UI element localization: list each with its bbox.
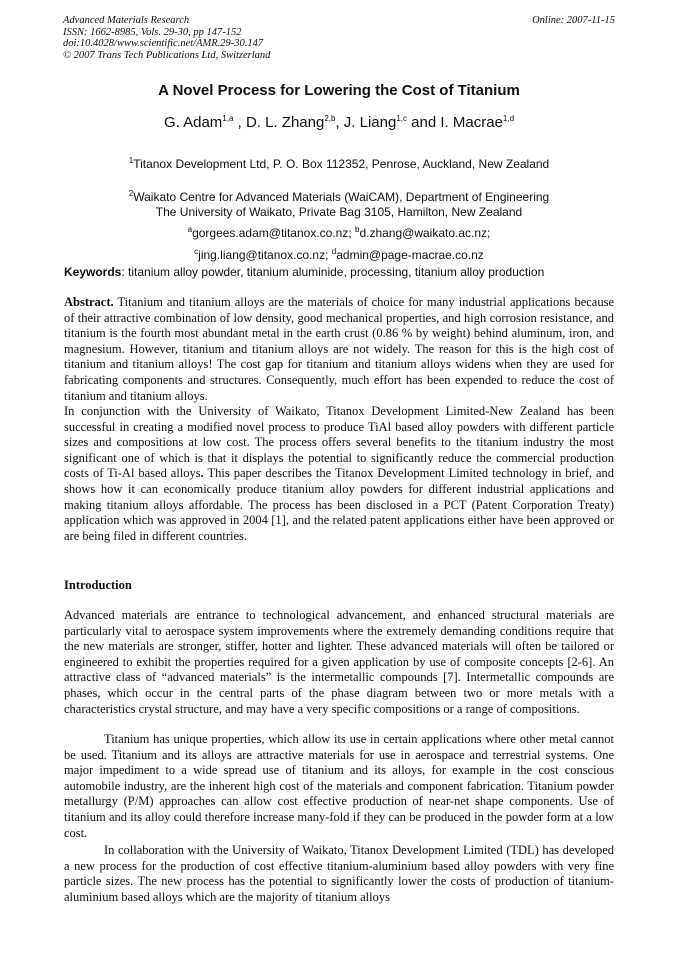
email-address[interactable]: admin@page-macrae.co.nz <box>336 248 484 262</box>
email-address[interactable]: gorgees.adam@titanox.co.nz; <box>192 226 355 240</box>
affiliation-text: The University of Waikato, Private Bag 3105, Hamilton, New Zealand <box>155 205 523 219</box>
intro-paragraph-3: In collaboration with the University of Waikato, Titanox Development Limited (TDL) has developed a new process for the production of cost effective titanium-aluminium based alloy powders with very fine particle sizes. The new process has the potential to significantly lower the costs of production of titanium-aluminium based alloys which are the majority of titanium alloys <box>64 843 614 904</box>
abstract-paragraph-2 <box>64 404 614 544</box>
author-name: D. L. Zhang <box>245 114 325 131</box>
paper-title: A Novel Process for Lowering the Cost of Titanium <box>158 82 520 99</box>
affiliation-text: Waikato Centre for Advanced Materials (WaiCAM), Department of Engineering <box>133 190 550 204</box>
author-affiliation-marker: 2,b <box>324 114 336 123</box>
email-line-1 <box>0 222 678 241</box>
email-marker: b <box>355 225 360 234</box>
journal-header <box>63 15 615 61</box>
author-affiliation-marker: 1,d <box>502 114 515 123</box>
affiliation-1 <box>0 153 678 172</box>
email-marker: d <box>331 247 337 256</box>
affiliation-text: Titanox Development Ltd, P. O. Box 112352, Penrose, Auckland, New Zealand <box>133 157 550 171</box>
author-list <box>0 114 678 131</box>
abstract-label: Abstract. <box>64 295 114 309</box>
intro-paragraph-1: Advanced materials are entrance to technological advancement, and enhanced structural materials are particularly vital to aerospace system improvements where the extremely demanding conditions require that the new materials are stronger, stiffer, hotter and lighter. These advanced materials will often be tailored or engineered to exhibit the properties required for a given application by use of composite concepts [2-6]. An attractive class of “advanced materials” is the intermetallic compounds [7]. Intermetallic compounds are phases, which occur in the central parts of the phase diagram between two or more metals with a characteristics crystal structure, and may have a very specific compositions or a range of compositions. <box>64 608 614 716</box>
author-separator: , <box>233 114 246 131</box>
doi-line: doi:10.4028/www.scientific.net/AMR.29-30.147 <box>63 38 264 50</box>
author-name: G. Adam <box>163 114 223 131</box>
email-marker: c <box>194 247 199 256</box>
abstract-text: . <box>200 466 204 481</box>
author-separator: , <box>335 114 344 131</box>
abstract-text: In conjunction with the University of Waikato, Titanox Development Limited-New Zealand has been successful in creating a modified novel process to produce TiAl based alloy powders with different particle sizes and compositions at low cost. The process offers several benefits to the titanium industry the most significant one of which is that it displays the potential to significantly reduce the commercial production costs of Ti-Al based alloys <box>64 404 614 481</box>
intro-paragraph-2: Titanium has unique properties, which allow its use in certain applications where other metal cannot be used. Titanium and its alloys are attractive materials for use in aerospace and terrestrial systems. One major impediment to a wide spread use of titanium and its alloys, for example in the cost conscious automobile industry, are the inherent high cost of the materials and component fabrication. Titanium powder metallurgy (P/M) approaches can allow cost effective production of near-net shape components. Use of titanium and its alloy could therefore increase many-fold if they can be produced in the powder form at a low cost. <box>64 732 614 840</box>
abstract-text: This paper describes the Titanox Development Limited technology in brief, and shows how it can economically produce titanium alloy powders for different industrial applications and making titanium alloys affordable. The process has been disclosed in a PCT (Patent Corporation Treaty) application which was approved in 2004 [1], and the related patent applications either have been approved or are being filed in different countries. <box>64 466 615 543</box>
abstract-paragraph <box>64 295 614 404</box>
author-affiliation-marker: 1,a <box>222 114 234 123</box>
copyright-line: © 2007 Trans Tech Publications Ltd, Switzerland <box>63 49 271 61</box>
affiliation-marker: 1 <box>128 156 134 165</box>
author-name: I. Macrae <box>440 114 503 131</box>
author-affiliation-marker: 1,c <box>396 114 408 123</box>
keywords-text: : titanium alloy powder, titanium aluminide, processing, titanium alloy production <box>121 265 545 279</box>
section-heading-introduction: Introduction <box>64 578 132 592</box>
affiliation-2 <box>0 186 678 220</box>
author-name: J. Liang <box>343 114 397 131</box>
author-separator: and <box>407 114 441 131</box>
issn-line: ISSN: 1662-8985, Vols. 29-30, pp 147-152 <box>63 26 242 38</box>
journal-name: Advanced Materials Research <box>63 15 190 26</box>
online-date: Online: 2007-11-15 <box>532 15 615 26</box>
email-line-2 <box>0 244 678 263</box>
keywords-label: Keywords <box>64 265 122 279</box>
abstract-text: Titanium and titanium alloys are the materials of choice for many industrial applications because of their attractive combination of low density, good mechanical properties, and high corrosion resistance, and titanium is the fourth most abundant metal in the earth crust (0.86 % by weight) behind aluminum, iron, and magnesium. However, titanium and titanium alloys are not widely. The reason for this is the high cost of titanium and titanium alloys! The cost gap for titanium and titanium alloys widens when they are used for fabricating components and structures. Consequently, much effort has been expended to reduce the cost of titanium and titanium alloys. <box>64 295 614 403</box>
email-address[interactable]: jing.liang@titanox.co.nz; <box>198 248 332 262</box>
keywords <box>64 265 624 279</box>
email-marker: a <box>187 225 193 234</box>
affiliation-marker: 2 <box>128 189 134 198</box>
email-address[interactable]: d.zhang@waikato.ac.nz; <box>359 226 491 240</box>
